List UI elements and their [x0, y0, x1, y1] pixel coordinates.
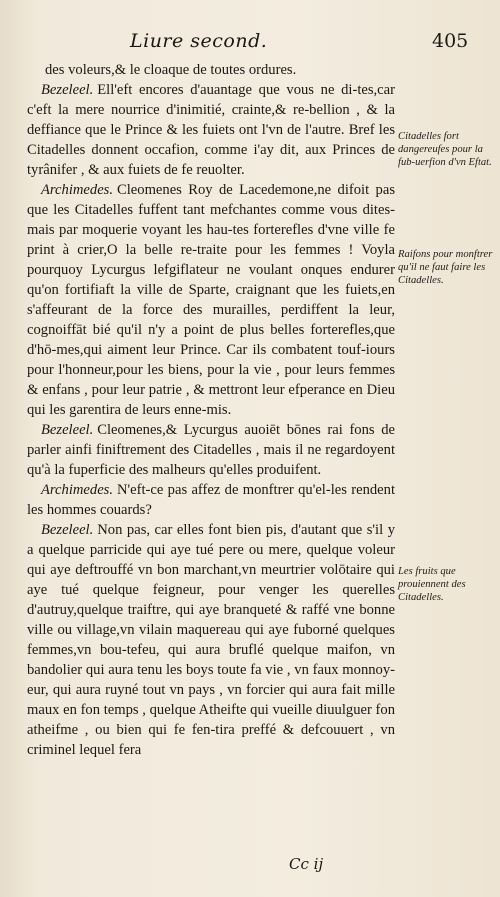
- paragraph-text: Non pas, car elles font bien pis, d'autant que s'il y a quelque parricide qui aye tué pere ou mere, quelque voleur qui aye deftrouffé vn bon marchant,vn meurtrier volōtaire qui aye tué quelque feigneur, pour venger les querelles d'autruy,quelque traiftre, qui aye branqueté & raffé vne bonne ville ou village,vn vilain maquereau qui aye fuborné quelques femmes,vn bou-tefeu, qui aura bruflé quelque maifon, vn bandolier qui aura tenu les boys toute fa vie , vn faux monnoy-eur, qui aura ruyné tout vn pays , vn forcier qui aura fait mille maux en fon temps , quelque Atheifte qui vueille diuulguer fon atheifme , ou bien qui fe fen-tira preffé & defcouuert , vn criminel lequel fera: [27, 522, 395, 758]
- main-text: [27, 60, 395, 760]
- page-header: [0, 28, 500, 54]
- paragraph-text: N'eft-ce pas affez de monftrer qu'el-les rendent les hommes couards?: [27, 482, 395, 518]
- paragraph-text: Ell'eft encores d'auantage que vous ne di-tes,car c'eft la mere nourrice d'inimitié, crainte,& re-bellion , & la deffiance que le Prince & les fuiets ont l'vn de l'autre. Bref les Citadelles donnent occafion, comme i'ay dit, aux Princes de tyrânifer , & aux fuiets de fe reuolter.: [27, 82, 395, 178]
- margin-note: Citadelles fort dangereufes pour la fub-uerfion d'vn Eftat.: [398, 131, 492, 168]
- page-number: 405: [432, 30, 469, 52]
- paragraph: [27, 80, 395, 180]
- margin-note: Les fruits que prouiennent des Citadelles.: [398, 566, 466, 603]
- running-title: Liure second.: [130, 30, 268, 52]
- paragraph: [27, 520, 395, 760]
- paragraph: [27, 60, 395, 80]
- speaker-name: Archimedes.: [41, 182, 113, 198]
- speaker-name: Bezeleel.: [41, 522, 94, 538]
- paragraph-text: Cleomenes,& Lycurgus auoiēt bōnes rai fons de parler ainfi finiftrement des Citadelles , mais il ne regardoyent qu'à la fuperficie des malheurs qu'elles produifent.: [27, 422, 395, 478]
- paragraph: [27, 480, 395, 520]
- margin-note: Raifons pour monftrer qu'il ne faut faire les Citadelles.: [398, 249, 493, 286]
- paragraph: [27, 420, 395, 480]
- signature-mark: Cc ij: [289, 855, 324, 873]
- paragraph-text: Cleomenes Roy de Lacedemone,ne difoit pas que les Citadelles fuffent tant mefchantes comme vous dites-mais par moquerie voyant les hau-tes forterefles d'vne ville fe print à crier,O la belle re-traite pour les femmes ! Voyla pourquoy Lycurgus lefgiflateur ne voulant onques endurer qu'on fortifiaft la ville de Sparte, craignant que les fuiets,en s'affeurant de la force des murailles, perdiffent la leur, cognoiffāt bié qu'il n'y a point de plus belles forterefles,que d'hō-mes,qui aiment leur Prince. Car ils combatent touf-iours pour l'honneur,pour les biens, pour la vie , pour leurs femmes & enfans , pour leur patrie , & mettront leur efperance en Dieu qui les garentira de leurs enne-mis.: [27, 182, 395, 418]
- paragraph-text: des voleurs,& le cloaque de toutes ordures.: [45, 62, 297, 78]
- paragraph: [27, 180, 395, 420]
- speaker-name: Archimedes.: [41, 482, 113, 498]
- speaker-name: Bezeleel.: [41, 422, 94, 438]
- page-footer: [0, 855, 500, 877]
- speaker-name: Bezeleel.: [41, 82, 94, 98]
